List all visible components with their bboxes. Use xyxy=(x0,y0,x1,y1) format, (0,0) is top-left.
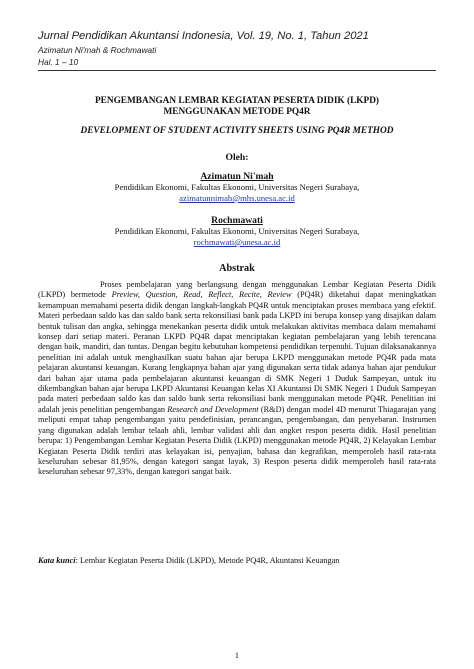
keywords-label: Kata kunci xyxy=(38,556,76,565)
abstract-text: Proses pembelajaran yang berlangsung dengan menggunakan Lembar Kegiatan Peserta Didik (LKPD) bermetode xyxy=(38,280,436,300)
journal-header: Jurnal Pendidikan Akuntansi Indonesia, Vol. 19, No. 1, Tahun 2021 xyxy=(38,30,369,42)
author-name: Azimatun Ni'mah xyxy=(200,171,274,182)
page-number: 1 xyxy=(234,651,240,660)
abstract-methods: Preview, Question, Read, Reflect, Recite, Review xyxy=(111,290,292,300)
author-name: Rochmawati xyxy=(211,215,263,226)
author-affiliation: Pendidikan Ekonomi, Fakultas Ekonomi, Universitas Negeri Surabaya, xyxy=(114,182,360,192)
abstract-text: (PQ4R) diketahui dapat meningkatkan kemampuan memahami peserta didik dengan langkah-langkah PQ4R untuk menciptakan proses membaca yang efektif. Materi perbedaan saldo kas dan saldo bank serta rekonsiliasi bank pada LKPD ini berupa konsep yang disajikan dalam bentuk tulisan dan angka, sehingga menekankan peserta didik untuk melakukan aktivitas membaca dalam memahami konsep dari setiap materi. Peranan LKPD PQ4R dapat menciptakan kegiatan pembelajaran yang lebih terencana dengan baik, mandiri, dan tuntas. Dengan begitu kebutuhan kompetensi pendidikan terpenuhi. Tujuan dilaksanakannya penelitian ini adalah untuk menghasilkan suatu bahan ajar berupa LKPD menggunakan metode PQ4R pada mata pelajaran akuntansi keuangan. Kurang lengkapnya bahan ajar yang digunakan serta tidak adanya bahan ajar pendukur dari bahan ajar utama pada pembelajaran akuntansi keuangan di SMK Negeri 1 Duduk Sampeyan, untuk itu dikembangkan bahan ajar berupa LKPD Akuntansi Keuangan kelas XI Akuntansi Di SMK Negeri 1 Duduk Sampeyan pada materi perbedaan saldo kas dan saldo bank serta rekonsiliasi bank menggunakan metode PQ4R. Penelitian ini adalah jenis penelitian pengembangan xyxy=(38,290,436,414)
keywords-text: : Lembar Kegiatan Peserta Didik (LKPD), Metode PQ4R, Akuntansi Keuangan xyxy=(75,556,340,565)
header-divider xyxy=(38,70,436,71)
keywords xyxy=(38,556,436,565)
author-block xyxy=(38,215,436,248)
abstract-text: (R&D) dengan model 4D menurut Thiagarajan yang meliputi empat tahap pengembangan yaitu pendefinisian, perancangan, pengembangan, dan penyebaran. Instrumen yang digunakan adalah lembar telaah ahli, lembar validasi ahli dan angket respon peserta didik. Hasil penelitian berupa: 1) Pengembangan Lembar Kegiatan Peserta Didik (LKPD) menggunakan metode PQ4R, 2) Kelayakan Lembar Kegiatan Peserta Didik terdiri atas kelayakan isi, penyajian, bahasa dan kegrafikan, memperoleh hasil rata-rata keseluruhan sebesar 81,95%, dengan kategori sangat layak, 3) Respon peserta didik memperoleh hasil rata-rata keseluruhan sebesar 97,33%, dengan kategori sangat baik. xyxy=(38,404,436,477)
title-line-1: PENGEMBANGAN LEMBAR KEGIATAN PESERTA DIDIK (LKPD) xyxy=(94,96,380,106)
author-email-link[interactable]: rochmawati@unesa.ac.id xyxy=(193,237,281,247)
paper-title-indonesian xyxy=(38,96,436,118)
title-line-2: MENGGUNAKAN METODE PQ4R xyxy=(163,107,311,117)
author-email-link[interactable]: azimatunnimah@mhs.unesa.ac.id xyxy=(179,193,295,203)
abstract-rnd: Research and Development xyxy=(167,404,259,414)
abstract-body xyxy=(38,280,436,478)
author-affiliation: Pendidikan Ekonomi, Fakultas Ekonomi, Universitas Negeri Surabaya, xyxy=(114,226,360,236)
header-pages: Hal. 1 – 10 xyxy=(38,57,79,67)
by-label: Oleh: xyxy=(225,152,249,163)
author-block xyxy=(38,171,436,204)
abstract-heading: Abstrak xyxy=(219,263,255,274)
header-authors: Azimatun Ni'mah & Rochmawati xyxy=(38,45,157,55)
paper-title-english: DEVELOPMENT OF STUDENT ACTIVITY SHEETS USING PQ4R METHOD xyxy=(80,126,394,136)
